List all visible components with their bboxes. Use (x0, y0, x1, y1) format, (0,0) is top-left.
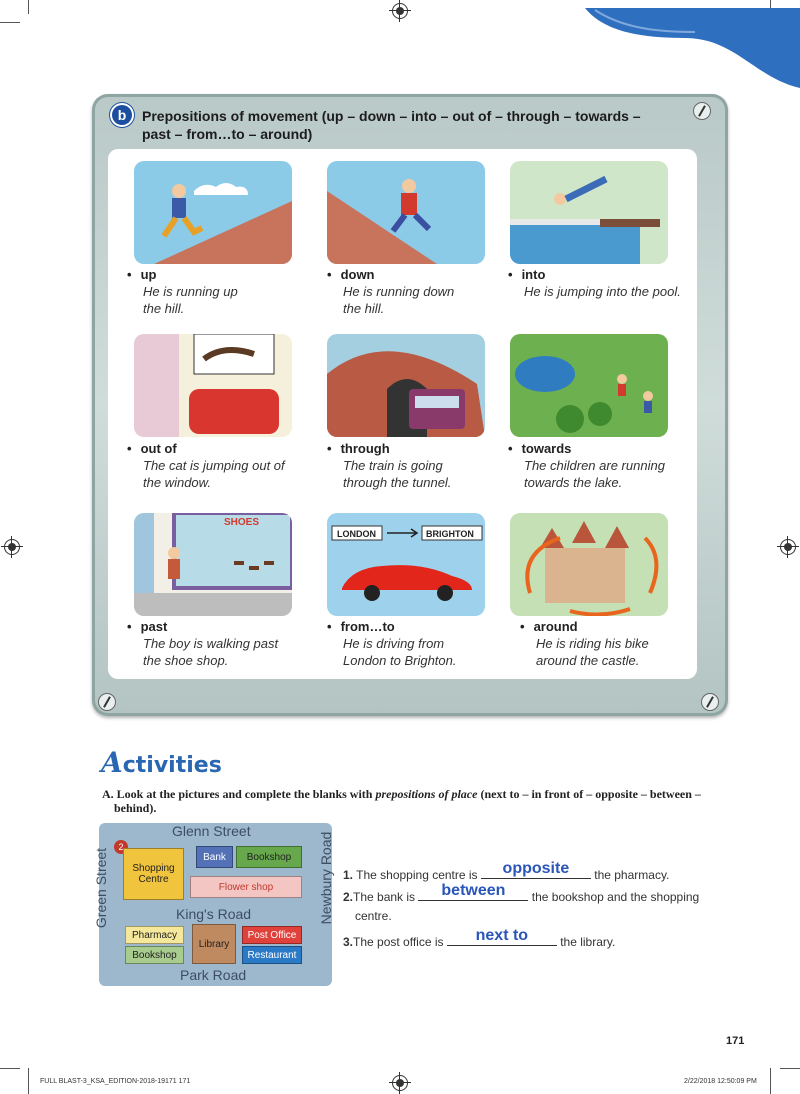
towards-illustration (510, 334, 668, 437)
answer-blank-1[interactable]: opposite (481, 864, 591, 879)
past-illustration (134, 513, 292, 616)
caption-up: • up He is running up the hill. (127, 266, 317, 317)
london-sign: LONDON (337, 529, 376, 539)
up-illustration (134, 161, 292, 264)
caption-around: • around He is riding his bike around the castle. (520, 618, 710, 669)
footer-left: FULL BLAST-3_KSA_EDITION-2018-19171 171 (40, 1078, 191, 1085)
screw-icon (98, 693, 116, 711)
street-label-bottom: Park Road (180, 967, 247, 983)
map-block-bookshop-top: Bookshop (236, 846, 302, 868)
footer-right: 2/22/2018 12:50:09 PM (684, 1078, 757, 1085)
map-block-post-office: Post Office (242, 926, 302, 944)
street-label-right: Newbury Road (318, 831, 334, 925)
caption-into: • into He is jumping into the pool. (508, 266, 708, 300)
activities-title: Activities (101, 746, 222, 779)
street-label-middle: King's Road (176, 906, 252, 922)
map-block-shopping-centre: Shopping Centre (123, 848, 184, 900)
map-block-restaurant: Restaurant (242, 946, 302, 964)
down-illustration (327, 161, 485, 264)
map-block-bank: Bank (196, 846, 233, 868)
crop-mark (28, 0, 29, 14)
registration-mark-icon (4, 539, 20, 555)
page-number: 171 (726, 1035, 745, 1047)
caption-from-to: • from…to He is driving from London to Brighton. (327, 618, 517, 669)
around-illustration (510, 513, 668, 616)
exercise-sentence-1: 1. The shopping centre is opposite the pharmacy. (343, 860, 670, 882)
through-illustration (327, 334, 485, 437)
caption-through: • through The train is going through the tunnel. (327, 440, 517, 491)
caption-past: • past The boy is walking past the shoe shop. (127, 618, 317, 669)
map-block-pharmacy: Pharmacy (125, 926, 184, 944)
exercise-sentence-2-continued: centre. (355, 909, 392, 923)
registration-mark-icon (392, 1075, 408, 1091)
section-badge: b (112, 105, 132, 125)
street-label-left: Green Street (93, 847, 109, 929)
exercise-sentence-2: 2.The bank is between the bookshop and the shopping (343, 882, 700, 904)
brighton-sign: BRIGHTON (426, 529, 474, 539)
corner-decoration (585, 8, 800, 88)
section-heading: Prepositions of movement (up – down – into – out of – through – towards – past – from…to – around) (142, 108, 641, 142)
screw-icon (693, 102, 711, 120)
crop-mark (780, 1068, 800, 1069)
screw-icon (701, 693, 719, 711)
caption-towards: • towards The children are running towards the lake. (508, 440, 698, 491)
street-label-top: Glenn Street (172, 823, 251, 839)
caption-out-of: • out of The cat is jumping out of the window. (127, 440, 317, 491)
answer-blank-2[interactable]: between (418, 886, 528, 901)
activity-instruction: A. Look at the pictures and complete the blanks with prepositions of place (next to – in front of – opposite – between – behind). (102, 787, 701, 815)
answer-blank-3[interactable]: next to (447, 931, 557, 946)
crop-mark (770, 1068, 771, 1094)
caption-down: • down He is running down the hill. (327, 266, 517, 317)
map-marker: 2 (114, 840, 128, 854)
map-block-bookshop-bottom: Bookshop (125, 946, 184, 964)
registration-mark-icon (392, 3, 408, 19)
into-illustration (510, 161, 668, 264)
out-of-illustration (134, 334, 292, 437)
shoes-sign: SHOES (224, 517, 260, 528)
map-block-flower-shop: Flower shop (190, 876, 302, 898)
crop-mark (0, 22, 20, 23)
crop-mark (0, 1068, 20, 1069)
map-block-library: Library (192, 924, 236, 964)
crop-mark (28, 1068, 29, 1094)
from-to-illustration (327, 513, 485, 616)
exercise-sentence-3: 3.The post office is next to the library. (343, 927, 616, 949)
registration-mark-icon (780, 539, 796, 555)
